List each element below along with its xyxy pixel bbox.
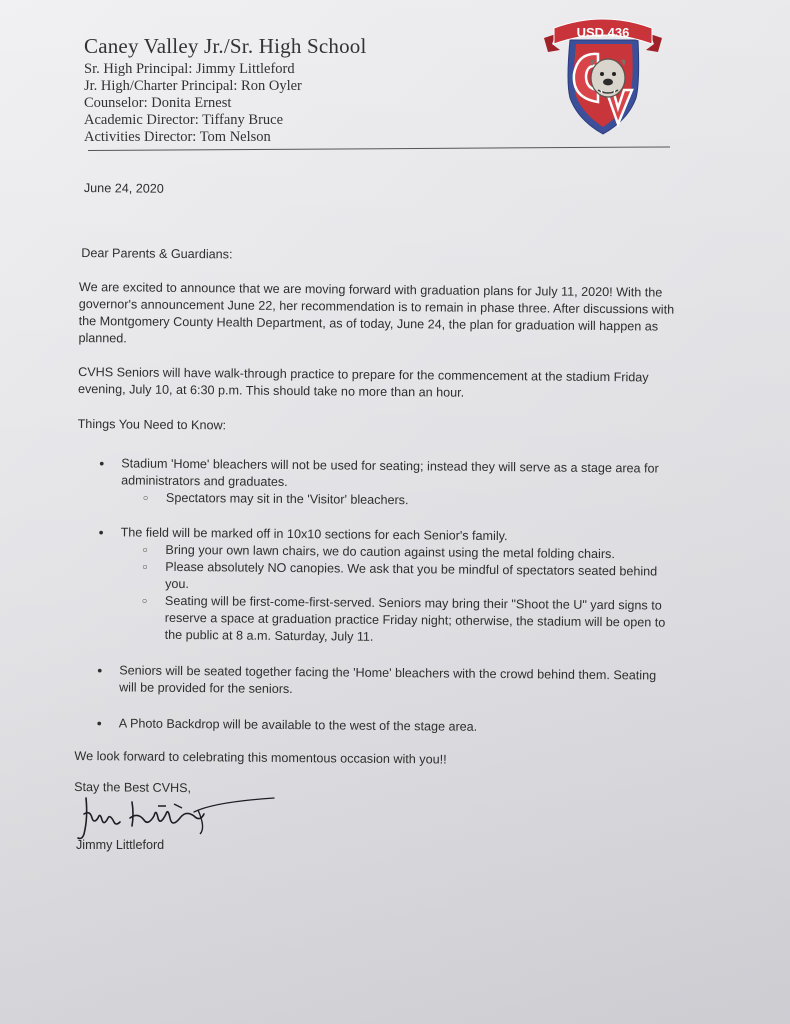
bullet-text: Seniors will be seated together facing the 'Home' bleachers with the crowd behind them. Seating will be provided for the seniors.	[119, 663, 657, 697]
staff-line-counselor: Counselor: Donita Ernest	[84, 95, 232, 111]
letter-body	[74, 180, 676, 802]
school-name: Caney Valley Jr./Sr. High School	[84, 34, 367, 58]
staff-line-activities-director: Activities Director: Tom Nelson	[84, 129, 271, 145]
bullet-text: Stadium 'Home' bleachers will not be used for seating; instead they will serve as a stage area for administrators and graduates.	[121, 456, 659, 490]
closing-line: We look forward to celebrating this momentous occasion with you!!	[74, 748, 447, 767]
letter-date: June 24, 2020	[83, 181, 164, 196]
staff-line-principal: Sr. High Principal: Jimmy Littleford	[84, 61, 295, 77]
letterhead-divider	[88, 146, 670, 151]
list-item	[77, 455, 673, 512]
sub-list	[121, 489, 673, 511]
list-item	[75, 662, 671, 702]
list-item	[76, 524, 673, 649]
things-heading: Things You Need to Know:	[77, 416, 227, 433]
sub-list-item: ○ Bring your own lawn chairs, we do caution against using the metal folding chairs.	[120, 541, 672, 563]
staff-line-academic-director: Academic Director: Tiffany Bruce	[84, 112, 284, 128]
sub-list-item: ○ Seating will be first-come-first-served. Seniors may bring their "Shoot the U" yard signs to reserve a space at graduation practice Friday night; otherwise, the stadium will be open to the public at 8 a.m. Saturday, July 11.	[120, 592, 672, 648]
bullet-text: A Photo Backdrop will be available to the west of the stage area.	[118, 716, 478, 734]
sub-list-item: ○ Spectators may sit in the 'Visitor' bleachers.	[121, 489, 673, 511]
bullet-list	[75, 455, 674, 738]
signature-name: Jimmy Littleford	[76, 838, 165, 852]
logo-banner-text: USD 436	[576, 25, 630, 40]
staff-line-jr-principal: Jr. High/Charter Principal: Ron Oyler	[84, 78, 302, 94]
sub-list-item: ○ Please absolutely NO canopies. We ask that you be mindful of spectators seated behind you.	[120, 558, 672, 597]
school-logo	[540, 14, 666, 138]
handwritten-signature	[74, 788, 284, 844]
bulldog-icon	[591, 59, 626, 97]
letterhead	[84, 34, 564, 146]
bullet-text: The field will be marked off in 10x10 sections for each Senior's family.	[120, 525, 508, 544]
list-item	[75, 715, 671, 738]
sign-off: Stay the Best CVHS,	[74, 779, 192, 796]
paragraph-announcement: We are excited to announce that we are moving forward with graduation plans for July 11, 2020! With the governor's announcement June 22, her recommendation is to remain in phase three. After discussions with the Montgomery County Health Department, as of today, June 24, the plan for graduation will happen as planned.	[78, 279, 675, 346]
salutation: Dear Parents & Guardians:	[81, 246, 233, 262]
paragraph-practice: CVHS Seniors will have walk-through practice to prepare for the commencement at the stadium Friday evening, July 10, at 6:30 p.m. This should take no more than an hour.	[77, 364, 649, 400]
sub-list	[120, 541, 673, 648]
